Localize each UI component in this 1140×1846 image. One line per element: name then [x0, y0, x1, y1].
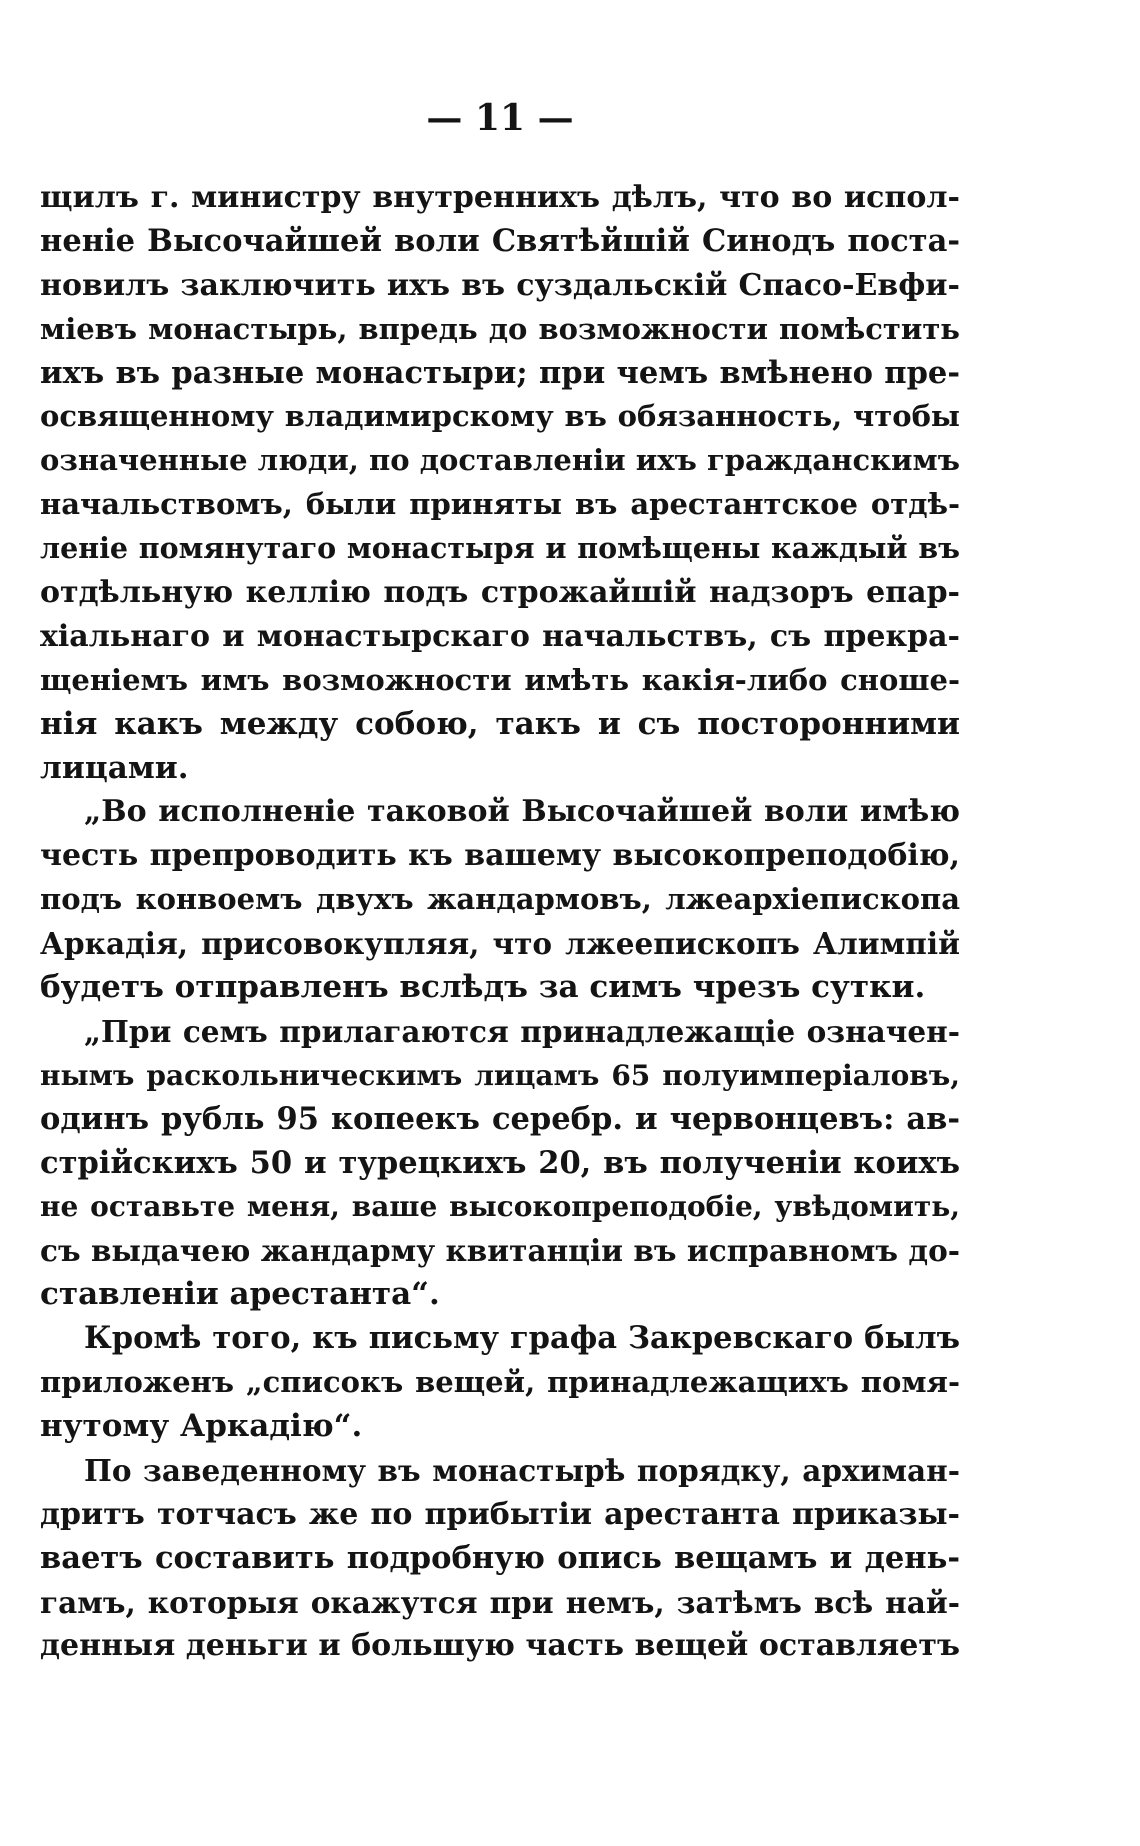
text-line: Аркадія, присовокупляя, что лжеепископъ Алимпій	[40, 926, 960, 962]
text-line: неніе Высочайшей воли Святѣйшій Синодъ поста-	[40, 222, 960, 259]
text-line: отдѣльную келлію подъ строжайшій надзоръ епар-	[40, 575, 960, 611]
text-line: съ выдачею жандарму квитанціи въ исправномъ до-	[40, 1233, 960, 1269]
page-number: — 11 —	[426, 97, 574, 139]
text-line: означенные люди, по доставленіи ихъ гражданскимъ	[40, 443, 960, 478]
text-line: Кромѣ того, къ письму графа Закревскаго былъ	[84, 1320, 960, 1357]
text-line: леніе помянутаго монастыря и помѣщены каждый въ	[40, 531, 960, 566]
text-line: ихъ въ разные монастыри; при чемъ вмѣнено пре-	[40, 354, 960, 391]
text-line: нія какъ между собою, такъ и съ посторонними	[40, 705, 960, 742]
text-line: міевъ монастырь, впредь до возможности помѣстить	[40, 311, 960, 346]
text-line: новилъ заключить ихъ въ суздальскій Спасо-Евфи-	[40, 267, 960, 303]
text-line: ваетъ составить подробную опись вещамъ и день-	[40, 1539, 960, 1576]
text-line: нутому Аркадію“.	[40, 1407, 363, 1444]
text-line: освященному владимирскому въ обязанность, чтобы	[40, 399, 960, 434]
text-line: приложенъ „списокъ вещей, принадлежащихъ помя-	[40, 1365, 960, 1400]
text-line: „Во исполненіе таковой Высочайшей воли имѣю	[84, 794, 960, 830]
text-line: щилъ г. министру внутреннихъ дѣлъ, что во испол-	[40, 180, 960, 215]
text-line: гамъ, которыя окажутся при немъ, затѣмъ всѣ най-	[40, 1584, 960, 1620]
text-line: стрійскихъ 50 и турецкихъ 20, въ полученіи коихъ	[40, 1144, 960, 1181]
text-line: будетъ отправленъ вслѣдъ за симъ чрезъ сутки.	[40, 969, 926, 1006]
text-line: лицами.	[40, 749, 189, 786]
text-line: хіальнаго и монастырскаго начальствъ, съ прекра-	[40, 618, 960, 654]
text-line: денныя деньги и большую часть вещей оставляетъ	[40, 1628, 960, 1664]
text-line: дритъ тотчасъ же по прибытіи арестанта приказы-	[40, 1496, 960, 1532]
text-line: ставленіи арестанта“.	[40, 1276, 440, 1313]
text-line: честь препроводить къ вашему высокопреподобію,	[40, 838, 960, 874]
text-line: одинъ рубль 95 копеекъ серебр. и червонцевъ: ав-	[40, 1100, 960, 1137]
text-line: По заведенному въ монастырѣ порядку, архиман-	[84, 1452, 960, 1488]
text-line: щеніемъ имъ возможности имѣть какія-либо сноше-	[40, 662, 960, 697]
text-line: „При семъ прилагаются принадлежащіе означен-	[84, 1013, 960, 1049]
text-line: начальствомъ, были приняты въ арестантское отдѣ-	[40, 487, 960, 522]
text-line: нымъ раскольническимъ лицамъ 65 полуимперіаловъ,	[40, 1058, 960, 1092]
text-line: подъ конвоемъ двухъ жандармовъ, лжеархіепископа	[40, 882, 960, 917]
text-line: не оставьте меня, ваше высокопреподобіе, увѣдомить,	[40, 1190, 960, 1224]
body-text	[40, 176, 960, 1668]
